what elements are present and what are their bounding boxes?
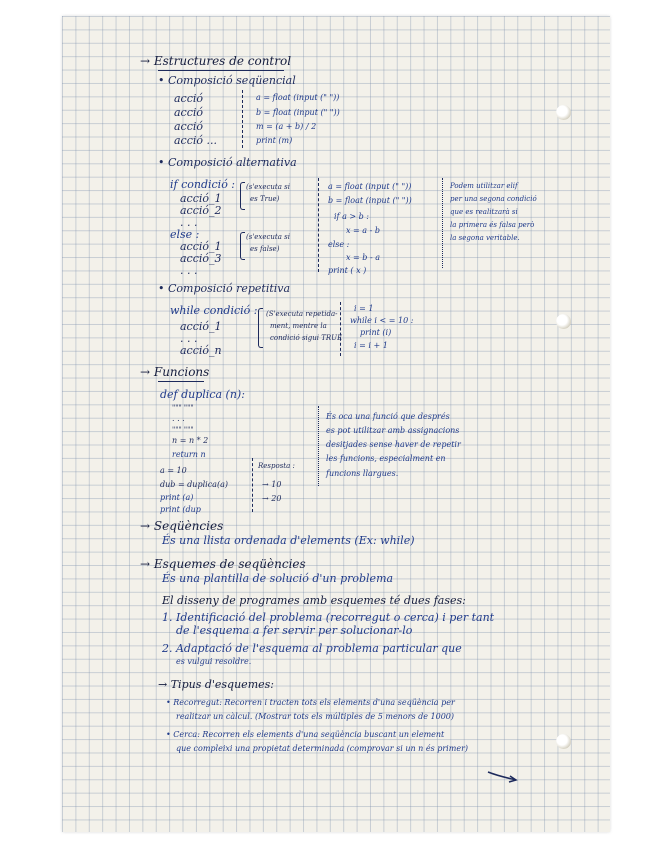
func-resp-value: → 10 [262,480,282,489]
alt-code-right: x = a - b [346,226,380,235]
rep-note: ment, mentre la [270,322,327,330]
heading-sequencies: → Seqüències [140,519,224,533]
alt-code-left: if condició : [170,178,236,191]
type-cerca: que compleixi una propietat determinada (comprovar si un n és primer) [176,744,469,753]
seq-code-line: b = float (input (" ")) [256,108,340,117]
heading-esquemes: → Esquemes de seqüències [140,557,306,571]
alt-code-left: acció_1 [180,192,222,205]
rep-title: • Composició repetitiva [158,282,291,295]
alt-note-true: es True) [250,195,280,203]
alt-note-false: es false) [250,245,280,253]
seq-code-line: print (m) [256,136,293,145]
esquemes-step: de l'esquema a fer servir per solucionar-lo [176,624,413,637]
alt-side-divider [442,178,443,268]
alt-divider [318,178,319,272]
sequencies-def: És una llista ordenada d'elements (Ex: while) [162,534,415,547]
func-dots: . . . [172,414,185,423]
heading-estructures: → Estructures de control [140,54,292,68]
alt-side-note: la primera és falsa però [450,221,535,229]
type-recorregut: realitzar un càlcul. (Mostrar tots els múltiples de 5 menors de 1000) [176,712,454,721]
binder-hole [556,105,571,120]
rep-code-right: i = 1 [354,304,374,313]
seq-action: acció [174,120,204,133]
rep-code-right: print (i) [360,328,392,337]
type-cerca: • Cerca: Recorren els elements d'una seqüència buscant un element [166,730,445,739]
alt-code-right: x = b - a [346,253,380,262]
alt-note-false: (s'executa si [246,233,290,241]
seq-title: • Composició seqüencial [158,74,296,87]
alt-code-left: acció_1 [180,240,222,253]
func-call: print (a) [160,493,194,502]
func-side-note: desitjades sense haver de repetir [326,440,461,449]
heading-underline [158,70,284,71]
func-body: n = n * 2 [172,436,209,445]
rep-code-left: acció_1 [180,320,222,333]
func-docstring: """ """ [172,426,194,434]
rep-code-left: acció_n [180,344,222,357]
esquemes-def: És una plantilla de solució d'un problema [162,572,394,585]
seq-code-line: m = (a + b) / 2 [256,122,317,131]
func-resp-value: → 20 [262,494,282,503]
alt-code-right: else : [328,240,350,249]
func-resp-label: Resposta : [258,462,295,470]
alt-code-right: b = float (input (" ")) [328,196,412,205]
alt-brace-true [240,182,245,210]
rep-code-right: i = i + 1 [354,341,388,350]
esquemes-step: es vulgui resoldre. [176,657,252,666]
seq-action: acció [174,92,204,105]
rep-brace [258,308,263,348]
alt-title: • Composició alternativa [158,156,297,169]
esquemes-step: 2. Adaptació de l'esquema al problema particular que [162,642,462,655]
type-recorregut: • Recorregut: Recorren i tracten tots els elements d'una seqüència per [166,698,455,707]
binder-hole [556,314,571,329]
func-side-note: funcions llargues. [326,469,399,478]
alt-side-note: la segona veritable. [450,234,520,242]
rep-divider [340,302,341,356]
rep-note: condició sigui TRUE [270,334,343,342]
alt-brace-false [240,232,245,260]
types-heading: → Tipus d'esquemes: [158,678,274,691]
seq-action: acció [174,106,204,119]
func-call: a = 10 [160,466,187,475]
func-call: print (dup [160,505,201,514]
func-call: dub = duplica(a) [160,480,228,489]
func-def: def duplica (n): [160,388,245,401]
func-side-note: És oca una funció que després [326,412,450,421]
alt-code-left: else : [170,228,200,241]
alt-code-right: print ( x ) [328,266,367,275]
func-side-note: es pot utilitzar amb assignacions [326,426,460,435]
rep-note: (S'executa repetida- [266,310,338,318]
alt-code-left: acció_3 [180,252,222,265]
func-side-note: les funcions, especialment en [326,454,446,463]
seq-action: acció ... [174,134,218,147]
alt-code-left: acció_2 [180,204,222,217]
alt-code-left: . . . [180,264,198,277]
alt-code-right: if a > b : [334,212,369,221]
func-divider [252,458,253,512]
seq-code-line: a = float (input (" ")) [256,93,340,102]
esquemes-step: 1. Identificació del problema (recorregut o cerca) i per tant [162,611,495,624]
alt-code-left: . . . [180,216,198,229]
notebook-page [62,16,610,832]
heading-underline [158,381,204,382]
alt-side-note: Podem utilitzar elif [450,182,518,190]
alt-side-note: que es realitzarà si [450,208,518,216]
esquemes-intro: El disseny de programes amb esquemes té dues fases: [162,594,466,607]
func-body: return n [172,450,206,459]
alt-code-right: a = float (input (" ")) [328,182,412,191]
binder-hole [556,734,571,749]
alt-side-note: per una segona condició [450,195,537,203]
rep-code-right: while i < = 10 : [350,316,414,325]
arrow-doodle [486,768,520,784]
func-docstring: """ """ [172,404,194,412]
func-side-divider [318,406,319,486]
alt-note-true: (s'executa si [246,183,290,191]
heading-funcions: → Funcions [140,365,210,379]
rep-code-left: while condició : [170,304,258,317]
seq-divider [242,90,243,148]
rep-code-left: . . . [180,332,198,345]
